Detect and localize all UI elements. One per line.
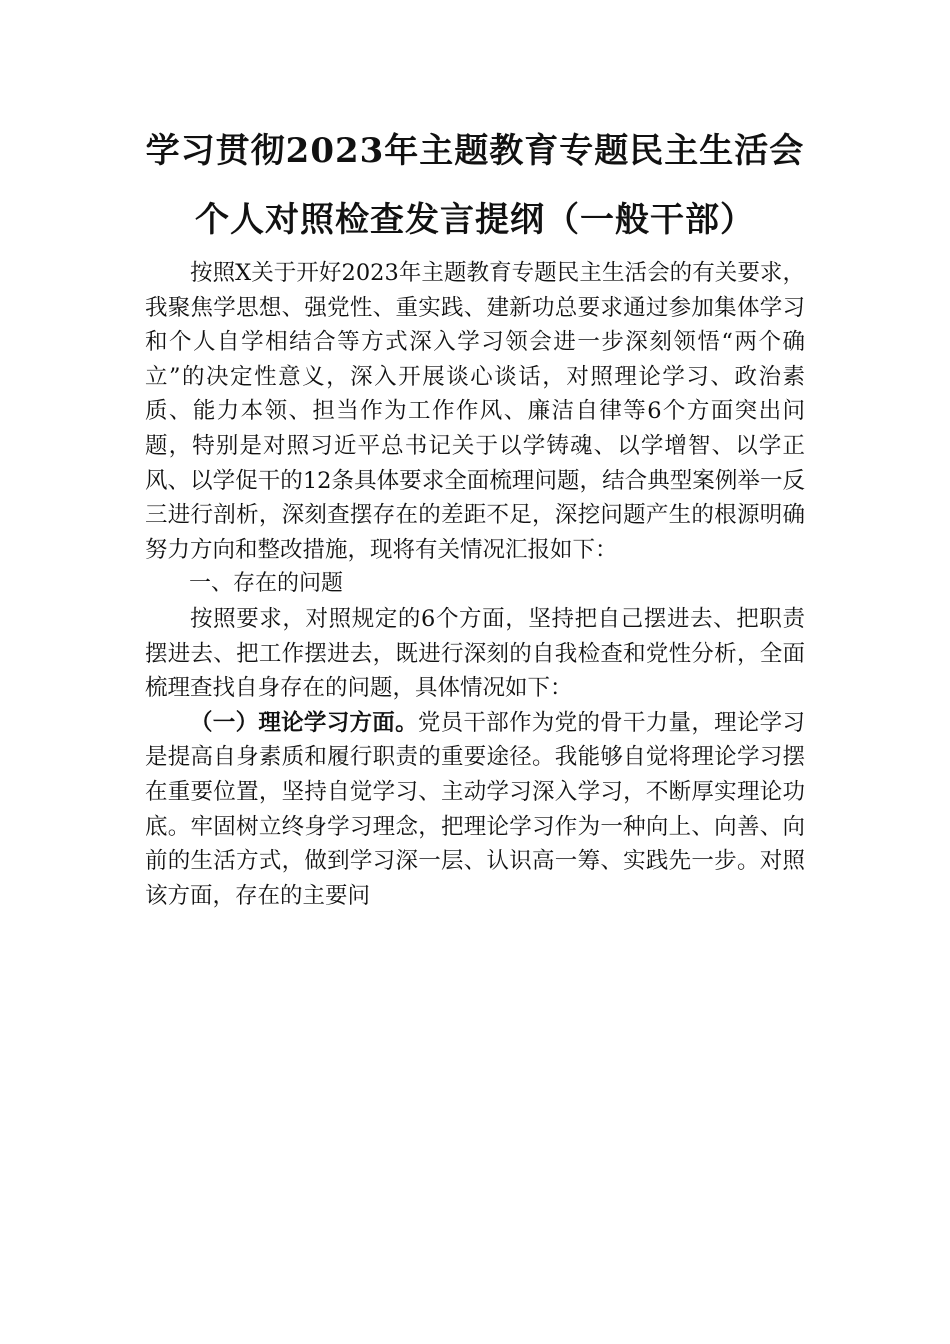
section1-paragraph: 按照要求，对照规定的6个方面，坚持把自己摆进去、把职责摆进去、把工作摆进去，既进行深刻的自我检查和党性分析，全面梳理查找自身存在的问题，具体情况如下： (145, 605, 805, 702)
subsection1-paragraph (145, 706, 805, 914)
subsection1-heading: （一）理论学习方面。 (190, 709, 418, 736)
document-title-line2: 个人对照检查发言提纲（一般干部） (195, 200, 755, 240)
document-body (145, 256, 805, 913)
subsection1-text: 党员干部作为党的骨干力量，理论学习是提高自身素质和履行职责的重要途径。我能够自觉将理论学习摆在重要位置，坚持自觉学习、主动学习深入学习，不断厚实理论功底。牢固树立终身学习理念，把理论学习作为一种向上、向善、向前的生活方式，做到学习深一层、认识高一筹、实践先一步。对照该方面，存在的主要问 (145, 709, 805, 909)
document-title-line1: 学习贯彻2023年主题教育专题民主生活会 (145, 131, 805, 171)
intro-paragraph: 按照X关于开好2023年主题教育专题民主生活会的有关要求，我聚焦学思想、强党性、重实践、建新功总要求通过参加集体学习和个人自学相结合等方式深入学习领会进一步深刻领悟“两个确立”的决定性意义，深入开展谈心谈话，对照理论学习、政治素质、能力本领、担当作为工作作风、廉洁自律等6个方面突出问题，特别是对照习近平总书记关于以学铸魂、以学增智、以学正风、以学促干的12条具体要求全面梳理问题，结合典型案例举一反三进行剖析，深刻查摆存在的差距不足，深挖问题产生的根源明确努力方向和整改措施，现将有关情况汇报如下： (145, 260, 805, 563)
section1-heading: 一、存在的问题 (189, 571, 344, 597)
